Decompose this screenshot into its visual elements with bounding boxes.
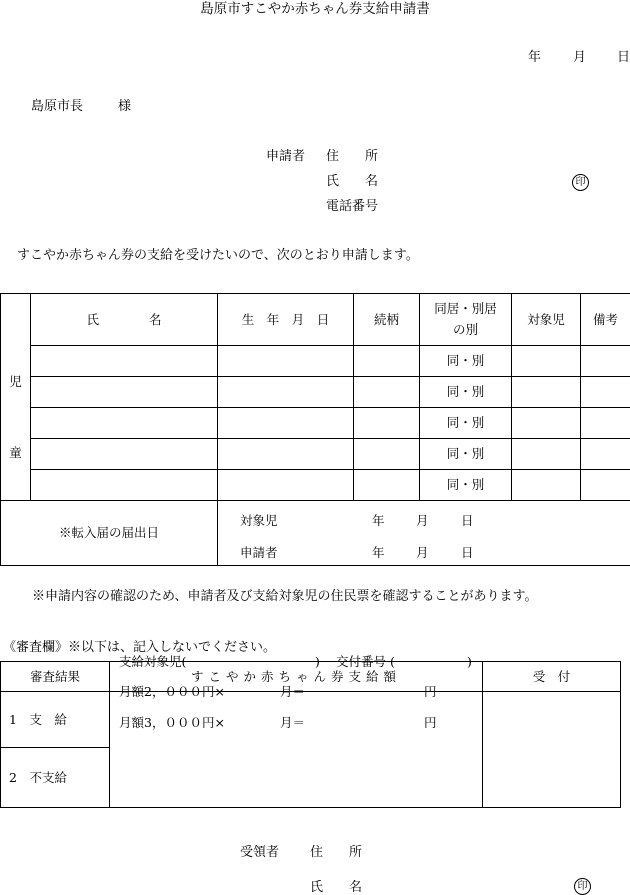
date-year-label: 年 [528,50,542,65]
child-name-cell[interactable] [31,439,218,470]
recipient-label: 受領者 [240,845,280,860]
target-cell[interactable] [512,377,581,408]
child-birth-cell[interactable] [218,377,354,408]
remarks-cell[interactable] [581,408,630,439]
moving-notice-dates [218,501,630,566]
remarks-cell[interactable] [581,470,630,501]
child-name-cell[interactable] [31,346,218,377]
remarks-cell[interactable] [581,377,630,408]
receipt-cell[interactable] [483,692,621,808]
review-amount-header: すこやか赤ちゃん券支給額 [110,662,483,692]
child-name-cell[interactable] [31,377,218,408]
recipient-seal-icon: 印 [574,878,591,895]
months-equals-2: 月＝ [280,715,306,730]
header-remarks: 備考 [581,294,630,346]
months-equals-1: 月＝ [280,684,306,699]
moving-target-year: 年 [372,513,385,528]
table-row [1,346,630,377]
moving-target-month: 月 [416,513,429,528]
child-birth-cell[interactable] [218,439,354,470]
applicant-name-label: 氏 名 [326,174,379,189]
review-result-header: 審査結果 [1,662,110,692]
child-relation-cell[interactable] [354,439,420,470]
moving-notice-label: ※転入届の届出日 [1,501,218,566]
recipient-name-label: 氏 名 [310,880,363,895]
review-heading: 《審査欄》※以下は、記入しないでください。 [3,640,277,655]
header-name: 氏 名 [31,294,218,346]
monthly-amount-2000: 月額2，０００円× [119,684,225,699]
date-day-label: 日 [617,50,630,65]
recipient-address-label: 住 所 [310,845,363,860]
target-child-close: ) [315,654,320,669]
review-option-deny: 2 不支給 [1,748,110,808]
addressee-honorific: 様 [118,99,132,114]
remarks-cell[interactable] [581,439,630,470]
table-row [1,470,630,501]
applicant-address-label: 住 所 [326,149,379,164]
target-cell[interactable] [512,470,581,501]
review-table [0,654,621,808]
monthly-amount-3000: 月額3，０００円× [119,715,225,730]
table-row [1,408,630,439]
header-birthdate: 生 年 月 日 [218,294,354,346]
child-birth-cell[interactable] [218,346,354,377]
addressee: 島原市長 [31,99,84,114]
issue-number-close: ) [467,654,472,669]
child-relation-cell[interactable] [354,470,420,501]
header-relation: 続柄 [354,294,420,346]
child-side-label: 児 童 [1,294,31,501]
table-row [1,377,630,408]
review-receipt-header: 受 付 [483,662,621,692]
target-cell[interactable] [512,439,581,470]
yen-label-1: 円 [424,684,437,699]
target-cell[interactable] [512,408,581,439]
child-relation-cell[interactable] [354,346,420,377]
application-statement: すこやか赤ちゃん券の支給を受けたいので、次のとおり申請します。 [17,248,419,263]
target-cell[interactable] [512,346,581,377]
moving-applicant-year: 年 [372,545,385,560]
applicant-label: 申請者 [266,149,306,164]
cohabit-cell[interactable]: 同・別 [420,377,512,408]
document-title: 島原市すこやか赤ちゃん券支給申請書 [200,1,430,17]
header-cohabitation: 同居・別居 の別 [420,294,512,346]
moving-target-day: 日 [461,513,474,528]
target-child-label: 支給対象児( [119,654,187,669]
cohabit-cell[interactable]: 同・別 [420,346,512,377]
moving-applicant-day: 日 [461,545,474,560]
issue-number-label: 交付番号 ( [336,654,395,669]
child-relation-cell[interactable] [354,377,420,408]
applicant-seal-icon: 印 [572,174,589,191]
date-month-label: 月 [573,50,587,65]
child-relation-cell[interactable] [354,408,420,439]
child-name-cell[interactable] [31,470,218,501]
yen-label-2: 円 [424,715,437,730]
header-target-child: 対象児 [512,294,581,346]
remarks-cell[interactable] [581,346,630,377]
moving-target-child-label: 対象児 [240,513,278,528]
review-option-grant: 1 支 給 [1,692,110,748]
child-birth-cell[interactable] [218,470,354,501]
child-birth-cell[interactable] [218,408,354,439]
cohabit-cell[interactable]: 同・別 [420,470,512,501]
cohabit-cell[interactable]: 同・別 [420,439,512,470]
child-name-cell[interactable] [31,408,218,439]
cohabit-cell[interactable]: 同・別 [420,408,512,439]
child-table [0,293,630,566]
residence-check-note: ※申請内容の確認のため、申請者及び支給対象児の住民票を確認することがあります。 [32,589,538,604]
moving-applicant-label: 申請者 [240,545,278,560]
applicant-phone-label: 電話番号 [326,199,379,214]
moving-applicant-month: 月 [416,545,429,560]
table-row [1,439,630,470]
